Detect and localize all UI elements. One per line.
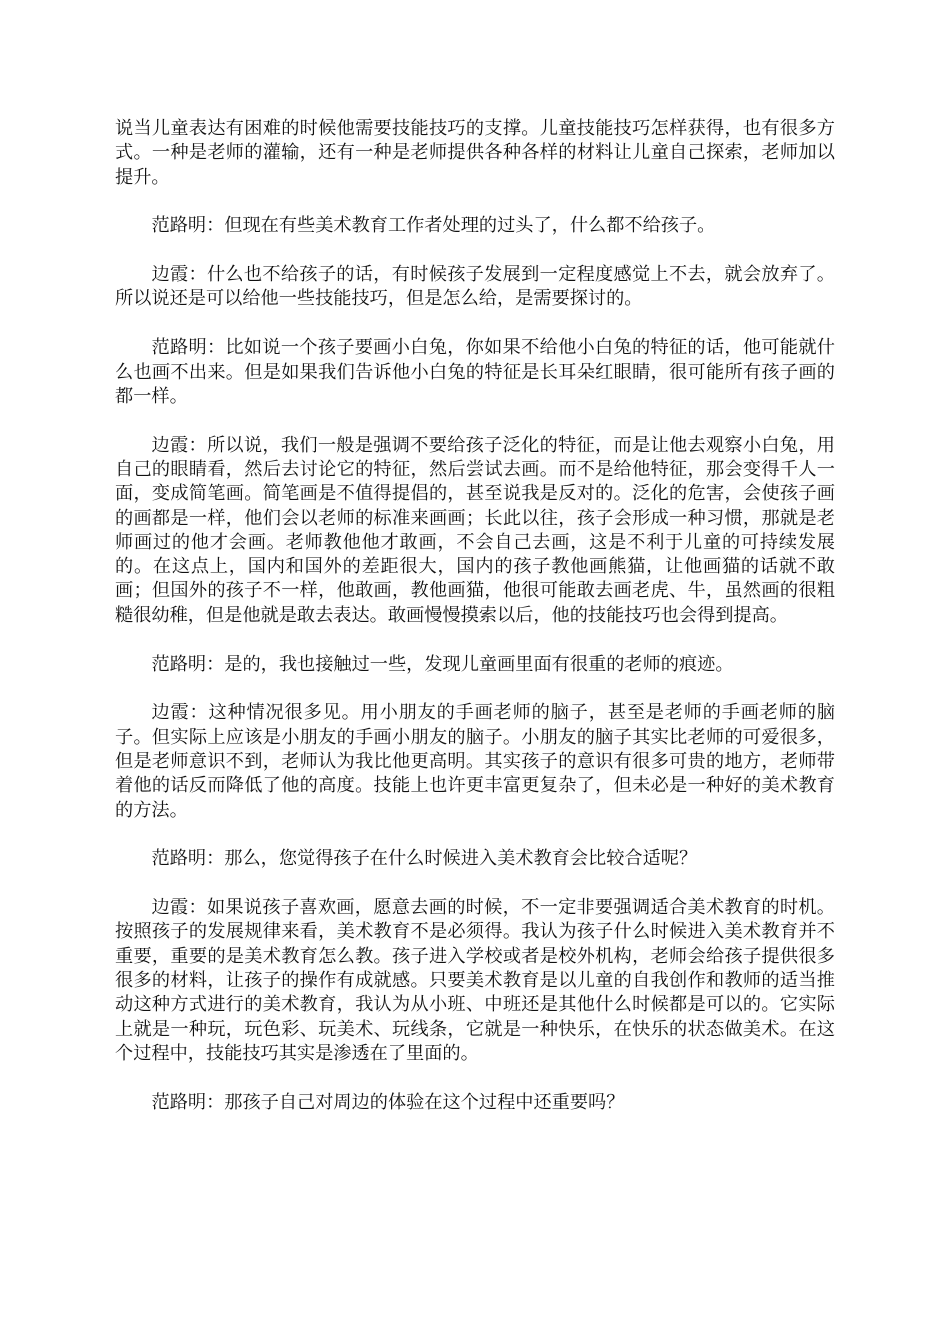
paragraph-bian-4: 边霞：如果说孩子喜欢画，愿意去画的时候，不一定非要强调适合美术教育的时机。按照孩子的发展规律来看，美术教育不是必须得。我认为孩子什么时候进入美术教育并不重要，重要的是美术教育怎么教。孩子进入学校或者是校外机构，老师会给孩子提供很多很多的材料，让孩子的操作有成就感。只要美术教育是以儿童的自我创作和教师的适当推动这种方式进行的美术教育，我认为从小班、中班还是其他什么时候都是可以的。它实际上就是一种玩，玩色彩、玩美术、玩线条，它就是一种快乐，在快乐的状态做美术。在这个过程中，技能技巧其实是渗透在了里面的。 (115, 897, 835, 1064)
paragraph-fan-2: 范路明：比如说一个孩子要画小白兔，你如果不给他小白兔的特征的话，他可能就什么也画不出来。但是如果我们告诉他小白兔的特征是长耳朵红眼睛，很可能所有孩子画的都一样。 (115, 337, 835, 407)
paragraph-bian-1: 边霞：什么也不给孩子的话，有时候孩子发展到一定程度感觉上不去，就会放弃了。所以说还是可以给他一些技能技巧，但是怎么给，是需要探讨的。 (115, 264, 835, 310)
paragraph-fan-5: 范路明：那孩子自己对周边的体验在这个过程中还重要吗？ (151, 1091, 625, 1113)
paragraph-bian-2: 边霞：所以说，我们一般是强调不要给孩子泛化的特征，而是让他去观察小白兔，用自己的眼睛看，然后去讨论它的特征，然后尝试去画。而不是给他特征，那会变得千人一面，变成简笔画。简笔画是不值得提倡的，甚至说我是反对的。泛化的危害，会使孩子画的画都是一样，他们会以老师的标准来画画；长此以往，孩子会形成一种习惯，那就是老师画过的他才会画。老师教他他才敢画，不会自己去画，这是不利于儿童的可持续发展的。在这点上，国内和国外的差距很大，国内的孩子教他画熊猫，让他画猫的话就不敢画；但国外的孩子不一样，他敢画，教他画猫，他很可能敢去画老虎、牛，虽然画的很粗糙很幼稚，但是他就是敢去表达。敢画慢慢摸索以后，他的技能技巧也会得到提高。 (115, 434, 835, 626)
paragraph-fan-3: 范路明：是的，我也接触过一些，发现儿童画里面有很重的老师的痕迹。 (151, 653, 734, 675)
paragraph-fan-4: 范路明：那么，您觉得孩子在什么时候进入美术教育会比较合适呢？ (151, 848, 698, 870)
paragraph-fan-1: 范路明：但现在有些美术教育工作者处理的过头了，什么都不给孩子。 (151, 215, 716, 237)
paragraph-continuation: 说当儿童表达有困难的时候他需要技能技巧的支撑。儿童技能技巧怎样获得，也有很多方式。一种是老师的灌输，还有一种是老师提供各种各样的材料让儿童自己探索，老师加以提升。 (115, 118, 835, 188)
document-page (115, 117, 835, 1140)
paragraph-bian-3: 边霞：这种情况很多见。用小朋友的手画老师的脑子，甚至是老师的手画老师的脑子。但实际上应该是小朋友的手画小朋友的脑子。小朋友的脑子其实比老师的可爱很多，但是老师意识不到，老师认为我比他更高明。其实孩子的意识有很多可贵的地方，老师带着他的话反而降低了他的高度。技能上也许更丰富更复杂了，但未必是一种好的美术教育的方法。 (115, 702, 835, 821)
